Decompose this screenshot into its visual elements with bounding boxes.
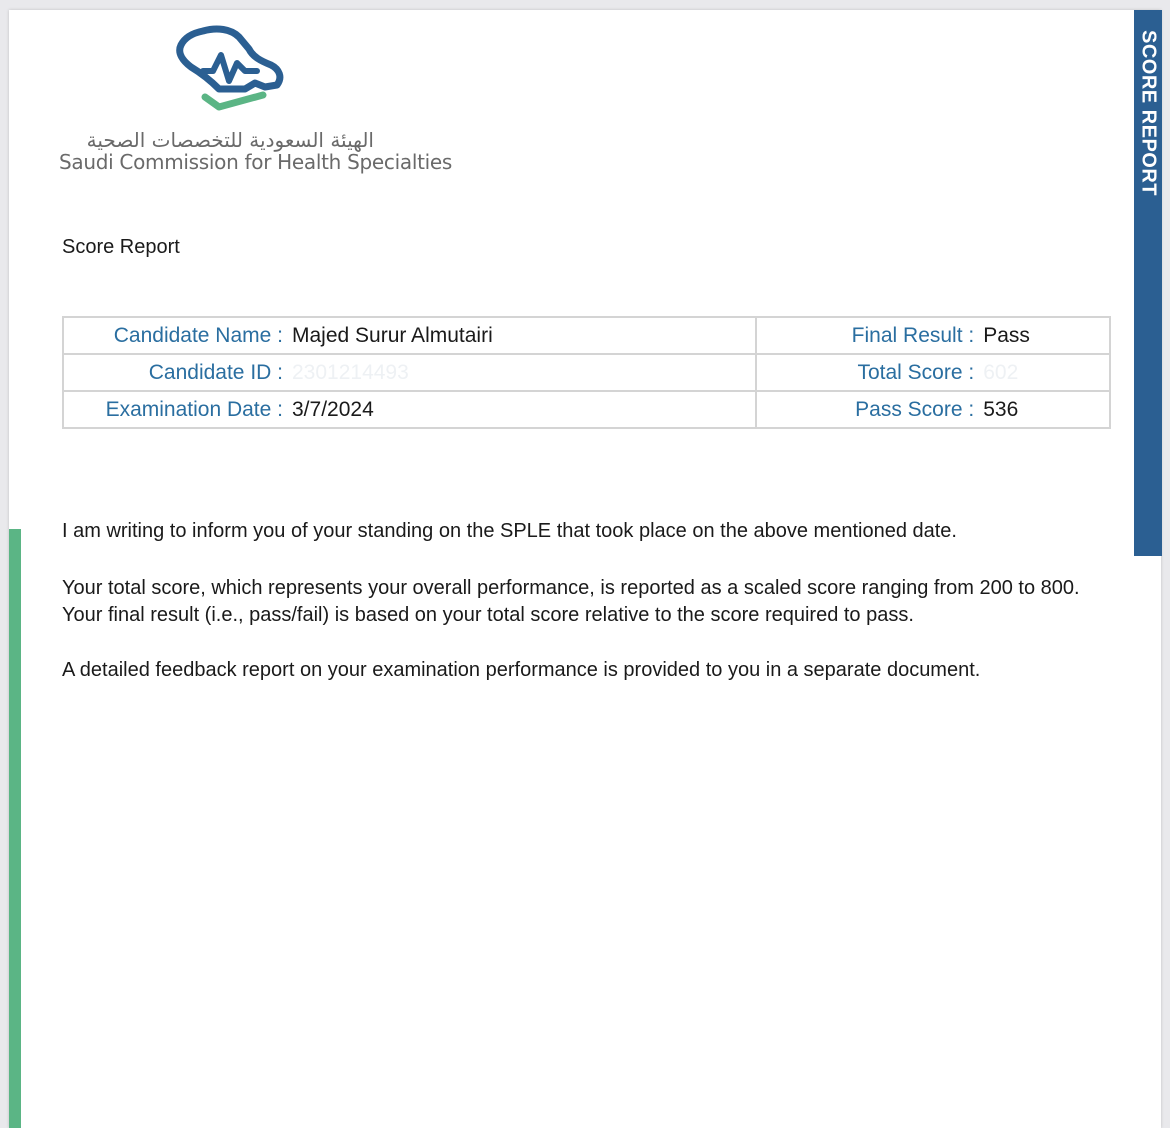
candidate-name-label: Candidate Name : [113, 323, 283, 347]
org-name-english: Saudi Commission for Health Specialties [59, 150, 452, 174]
candidate-info-table [62, 316, 1111, 429]
candidate-id-label: Candidate ID : [148, 360, 283, 384]
pass-score-cell [756, 391, 1110, 428]
total-score-label: Total Score : [857, 360, 975, 384]
table-row [63, 317, 1110, 354]
candidate-id-cell [63, 354, 756, 391]
exam-date-cell [63, 391, 756, 428]
total-score-cell [756, 354, 1110, 391]
table-row [63, 354, 1110, 391]
candidate-name-cell [63, 317, 756, 354]
body-paragraph: A detailed feedback report on your examination performance is provided to you in a separate document. [62, 659, 981, 681]
final-result-cell [756, 317, 1110, 354]
candidate-id-value: 2301214493 [292, 360, 409, 384]
scfhs-logo-icon [173, 25, 289, 117]
org-name-arabic: الهيئة السعودية للتخصصات الصحية [86, 128, 374, 152]
exam-date-label: Examination Date : [105, 397, 283, 421]
body-paragraph: I am writing to inform you of your standing on the SPLE that took place on the above mentioned date. [62, 520, 957, 542]
table-row [63, 391, 1110, 428]
total-score-value: 602 [983, 360, 1019, 384]
page-title: Score Report [62, 236, 180, 258]
final-result-label: Final Result : [851, 323, 975, 347]
green-accent-bar [9, 529, 21, 1128]
side-tab-label: SCORE REPORT [1137, 30, 1160, 197]
body-paragraph: Your total score, which represents your overall performance, is reported as a scaled score ranging from 200 to 800. Your final result (i.e., pass/fail) is based on your total score relative to the score required to pass. [62, 577, 1080, 626]
exam-date-value: 3/7/2024 [292, 397, 374, 421]
final-result-value: Pass [983, 323, 1030, 347]
pass-score-value: 536 [983, 397, 1019, 421]
candidate-name-value: Majed Surur Almutairi [292, 323, 493, 347]
document-page [9, 10, 1161, 1128]
pass-score-label: Pass Score : [855, 397, 975, 421]
